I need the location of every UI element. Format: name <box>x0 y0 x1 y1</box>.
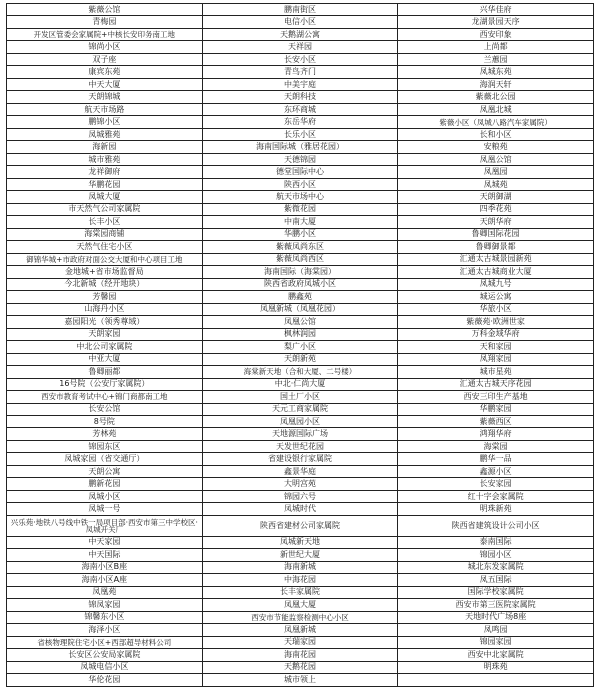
table-row <box>7 166 594 178</box>
table-cell: 明珠新苑 <box>398 503 594 515</box>
table-cell: 中天大厦 <box>7 78 203 90</box>
table-cell: 凤城苑 <box>398 178 594 190</box>
table-cell: 紫薇凤尚东区 <box>202 241 398 253</box>
table-cell: 凤凰新城 <box>202 624 398 636</box>
table-cell: 紫微花园 <box>202 203 398 215</box>
table-row <box>7 636 594 648</box>
table-cell: 凤凰园 <box>398 166 594 178</box>
table-cell: 锦园六号 <box>202 490 398 502</box>
table-cell: 天地源国际广场 <box>202 428 398 440</box>
table-cell: 红十字会家属院 <box>398 490 594 502</box>
table-cell: 海南国际（海棠园） <box>202 266 398 278</box>
table-row <box>7 266 594 278</box>
table-cell: 凤凰苑 <box>7 586 203 598</box>
table-cell: 城北东发家属院 <box>398 561 594 573</box>
table-row <box>7 415 594 427</box>
table-cell: 天德锦园 <box>202 153 398 165</box>
table-cell: 西安市节能监察检测中心小区 <box>202 611 398 623</box>
table-cell: 凤凰公馆 <box>202 316 398 328</box>
table-cell: 凤城大厦 <box>7 191 203 203</box>
table-cell: 凤凰大厦 <box>202 599 398 611</box>
table-row <box>7 403 594 415</box>
table-cell: 锦尚小区 <box>7 41 203 53</box>
table-row <box>7 391 594 403</box>
table-row <box>7 465 594 477</box>
table-cell: 鹏新花园 <box>7 478 203 490</box>
table-cell: 西安三印生产基地 <box>398 391 594 403</box>
table-cell: 国际学校家属院 <box>398 586 594 598</box>
table-cell: 德堂国际中心 <box>202 166 398 178</box>
table-row <box>7 353 594 365</box>
table-cell: 长安小区 <box>202 53 398 65</box>
table-row <box>7 141 594 153</box>
table-cell: 长安家园 <box>398 478 594 490</box>
table-cell: 金地城+省市场监督局 <box>7 266 203 278</box>
table-cell: 兴乐苑·地铁八号线中铁一局项目部·西安市第三中学校区·凤城开关厂 <box>7 515 203 536</box>
table-cell: 海南小区A座 <box>7 574 203 586</box>
table-row <box>7 303 594 315</box>
table-cell: 海南新城 <box>202 561 398 573</box>
table-cell: 陕西省政府凤城小区 <box>202 278 398 290</box>
table-cell: 天朗锦城 <box>7 91 203 103</box>
table-cell: 天发世纪花园 <box>202 440 398 452</box>
table-cell: 华伦花园 <box>7 674 203 687</box>
table-cell: 海新园 <box>7 141 203 153</box>
table-cell: 海棠园商铺 <box>7 228 203 240</box>
table-cell: 天朗华府 <box>398 216 594 228</box>
table-row <box>7 378 594 390</box>
table-row <box>7 661 594 673</box>
table-cell: 电信小区 <box>202 16 398 28</box>
table-cell: 天元工商家属院 <box>202 403 398 415</box>
table-cell: 航天市场路 <box>7 103 203 115</box>
table-cell: 长丰小区 <box>7 216 203 228</box>
table-cell: 凤凰园小区 <box>202 415 398 427</box>
table-cell: 康宾东苑 <box>7 66 203 78</box>
table-row <box>7 453 594 465</box>
table-cell: 凤凰公馆 <box>398 153 594 165</box>
table-cell: 今北新城（经开地块） <box>7 278 203 290</box>
table-cell: 天和家园 <box>398 341 594 353</box>
table-row <box>7 478 594 490</box>
table-cell: 国土厂小区 <box>202 391 398 403</box>
table-row <box>7 536 594 548</box>
table-cell: 中美宇庭 <box>202 78 398 90</box>
table-cell: 天鹅花园 <box>202 661 398 673</box>
table-cell: 天地时代广场8座 <box>398 611 594 623</box>
table-cell: 凤城一号 <box>7 503 203 515</box>
table-cell: 华鹏小区 <box>202 228 398 240</box>
table-row <box>7 674 594 687</box>
table-cell: 上尚都 <box>398 41 594 53</box>
table-cell: 陕西省建材公司家属院 <box>202 515 398 536</box>
table-cell: 海南花园 <box>202 649 398 661</box>
table-cell: 鸿翔华府 <box>398 428 594 440</box>
table-cell: 龙祥御府 <box>7 166 203 178</box>
table-row <box>7 103 594 115</box>
table-body <box>7 4 594 687</box>
table-row <box>7 4 594 16</box>
table-cell: 中天家园 <box>7 536 203 548</box>
table-row <box>7 316 594 328</box>
table-cell: 兴华佳府 <box>398 4 594 16</box>
table-cell: 天瑞家园 <box>202 636 398 648</box>
table-cell: 西安市第三医院家属院 <box>398 599 594 611</box>
table-cell: 梨广小区 <box>202 341 398 353</box>
table-row <box>7 515 594 536</box>
table-cell: 万科金域华府 <box>398 328 594 340</box>
table-cell: 青梅园 <box>7 16 203 28</box>
table-cell: 开发区管委会家属院+中核长安印务南工地 <box>7 28 203 40</box>
table-cell: 航天市场中心 <box>202 191 398 203</box>
table-cell <box>398 674 594 687</box>
table-cell: 凤凰新城（凤凰花园） <box>202 303 398 315</box>
table-cell: 锦园小区 <box>398 549 594 561</box>
table-cell: 东环商城 <box>202 103 398 115</box>
table-cell: 泰南国际 <box>398 536 594 548</box>
table-cell: 凤城新天地 <box>202 536 398 548</box>
table-cell: 陕西小区 <box>202 178 398 190</box>
table-cell: 紫薇北公园 <box>398 91 594 103</box>
table-cell: 芳林苑 <box>7 428 203 440</box>
table-cell: 长乐小区 <box>202 128 398 140</box>
table-row <box>7 624 594 636</box>
table-cell: 明珠苑 <box>398 661 594 673</box>
table-row <box>7 78 594 90</box>
table-cell: 东岳华府 <box>202 116 398 128</box>
table-cell: 海棠新天地（合和大厦、二号楼） <box>202 366 398 378</box>
table-cell: 鲁卿丽都 <box>7 366 203 378</box>
table-cell: 锦园家园 <box>398 636 594 648</box>
table-cell: 凤五国际 <box>398 574 594 586</box>
table-row <box>7 503 594 515</box>
table-cell: 龙湖景园天序 <box>398 16 594 28</box>
table-cell: 锦凤家园 <box>7 599 203 611</box>
table-cell: 汇通太古城景园新苑 <box>398 253 594 265</box>
table-row <box>7 253 594 265</box>
table-cell: 凤城家园（省交通厅） <box>7 453 203 465</box>
table-cell: 中南大厦 <box>202 216 398 228</box>
table-cell: 西安中北家属院 <box>398 649 594 661</box>
table-row <box>7 278 594 290</box>
table-cell: 芳馨园 <box>7 291 203 303</box>
table-row <box>7 28 594 40</box>
table-cell: 鹏华一品 <box>398 453 594 465</box>
table-cell: 紫薇凤尚西区 <box>202 253 398 265</box>
table-cell: 西安市教育考试中心+锦门商都南工地 <box>7 391 203 403</box>
table-cell: 锦园东区 <box>7 440 203 452</box>
table-cell: 凤城时代 <box>202 503 398 515</box>
table-cell: 凤城东苑 <box>398 66 594 78</box>
table-cell: 四季花苑 <box>398 203 594 215</box>
table-row <box>7 91 594 103</box>
table-row <box>7 16 594 28</box>
table-cell: 凤凰北城 <box>398 103 594 115</box>
table-cell: 汇通太古城商业大厦 <box>398 266 594 278</box>
table-cell: 兰蕙园 <box>398 53 594 65</box>
table-row <box>7 228 594 240</box>
table-cell: 嘉园阳光（领秀尊域） <box>7 316 203 328</box>
table-row <box>7 440 594 452</box>
table-cell: 海泽小区 <box>7 624 203 636</box>
table-cell: 省建设银行家属院 <box>202 453 398 465</box>
table-cell: 鑫景华庭 <box>202 465 398 477</box>
table-cell: 双子座 <box>7 53 203 65</box>
table-cell: 紫薇西区 <box>398 415 594 427</box>
table-cell: 长和小区 <box>398 128 594 140</box>
table-row <box>7 203 594 215</box>
table-cell: 华旅小区 <box>398 303 594 315</box>
table-cell: 海润天轩 <box>398 78 594 90</box>
table-row <box>7 53 594 65</box>
table-cell: 凤城电信小区 <box>7 661 203 673</box>
table-row <box>7 341 594 353</box>
table-cell: 鹏南街区 <box>202 4 398 16</box>
table-cell: 中天国际 <box>7 549 203 561</box>
table-cell: 天鹅湖公寓 <box>202 28 398 40</box>
table-cell: 华鹏家园 <box>398 403 594 415</box>
table-cell: 凤鸣园 <box>398 624 594 636</box>
table-cell: 中北公司家属院 <box>7 341 203 353</box>
table-cell: 天朗科技 <box>202 91 398 103</box>
table-row <box>7 649 594 661</box>
table-row <box>7 561 594 573</box>
table-row <box>7 241 594 253</box>
table-cell: 大明宫苑 <box>202 478 398 490</box>
table-cell: 紫薇公馆 <box>7 4 203 16</box>
table-cell: 城市星苑 <box>398 366 594 378</box>
table-row <box>7 366 594 378</box>
table-row <box>7 428 594 440</box>
table-cell: 青鸟齐门 <box>202 66 398 78</box>
table-cell: 鹏锦小区 <box>7 116 203 128</box>
table-row <box>7 599 594 611</box>
table-cell: 凤城小区 <box>7 490 203 502</box>
table-cell: 西安印象 <box>398 28 594 40</box>
table-row <box>7 490 594 502</box>
table-cell: 凤城九号 <box>398 278 594 290</box>
table-cell: 天朗公寓 <box>7 465 203 477</box>
table-cell: 枫林润园 <box>202 328 398 340</box>
table-cell: 中亚大厦 <box>7 353 203 365</box>
table-cell: 长安公馆 <box>7 403 203 415</box>
table-cell: 紫薇小区（凤城八路汽车家属院） <box>398 116 594 128</box>
table-cell: 鹏鑫苑 <box>202 291 398 303</box>
table-cell: 天祥园 <box>202 41 398 53</box>
table-row <box>7 66 594 78</box>
table-row <box>7 116 594 128</box>
table-cell: 汇通太古城天序花园 <box>398 378 594 390</box>
table-row <box>7 153 594 165</box>
table-cell: 海南国际城（雅居花园） <box>202 141 398 153</box>
table-cell: 鲁卿国际花园 <box>398 228 594 240</box>
table-cell: 天朗家园 <box>7 328 203 340</box>
table-cell: 天然气住宅小区 <box>7 241 203 253</box>
table-cell: 山海丹小区 <box>7 303 203 315</box>
table-row <box>7 128 594 140</box>
table-row <box>7 41 594 53</box>
table-cell: 城运公寓 <box>398 291 594 303</box>
table-row <box>7 611 594 623</box>
table-cell: 鲁卿御景都 <box>398 241 594 253</box>
table-cell: 天朗新苑 <box>202 353 398 365</box>
table-cell: 长丰家属院 <box>202 586 398 598</box>
table-cell: 市天然气公司家属院 <box>7 203 203 215</box>
table-cell: 16号院（公安厅家属院） <box>7 378 203 390</box>
table-cell: 凤城雅苑 <box>7 128 203 140</box>
table-cell: 城市领上 <box>202 674 398 687</box>
table-cell: 安粮苑 <box>398 141 594 153</box>
table-row <box>7 178 594 190</box>
table-cell: 华鹏花园 <box>7 178 203 190</box>
table-row <box>7 216 594 228</box>
table-row <box>7 549 594 561</box>
table-cell: 新世纪大厦 <box>202 549 398 561</box>
table-row <box>7 291 594 303</box>
table-cell: 紫薇苑·欧洲世家 <box>398 316 594 328</box>
table-cell: 长安区公安局家属院 <box>7 649 203 661</box>
table-row <box>7 574 594 586</box>
table-cell: 省核物理院住宅小区+西部超导材料公司 <box>7 636 203 648</box>
table-cell: 鑫源小区 <box>398 465 594 477</box>
table-cell: 锦馨东小区 <box>7 611 203 623</box>
table-row <box>7 328 594 340</box>
table-cell: 8号院 <box>7 415 203 427</box>
table-cell: 中北·仁尚大厦 <box>202 378 398 390</box>
table-cell: 城市雅苑 <box>7 153 203 165</box>
table-cell: 中海花园 <box>202 574 398 586</box>
table-cell: 海南小区B座 <box>7 561 203 573</box>
table-cell: 天朗御湖 <box>398 191 594 203</box>
data-table <box>6 3 594 687</box>
table-cell: 御锦华城+市政府对面公交大厦和中心项目工地 <box>7 253 203 265</box>
table-cell: 凤翔家园 <box>398 353 594 365</box>
table-row <box>7 586 594 598</box>
table-row <box>7 191 594 203</box>
table-cell: 海棠园 <box>398 440 594 452</box>
table-cell: 陕西省建筑设计公司小区 <box>398 515 594 536</box>
